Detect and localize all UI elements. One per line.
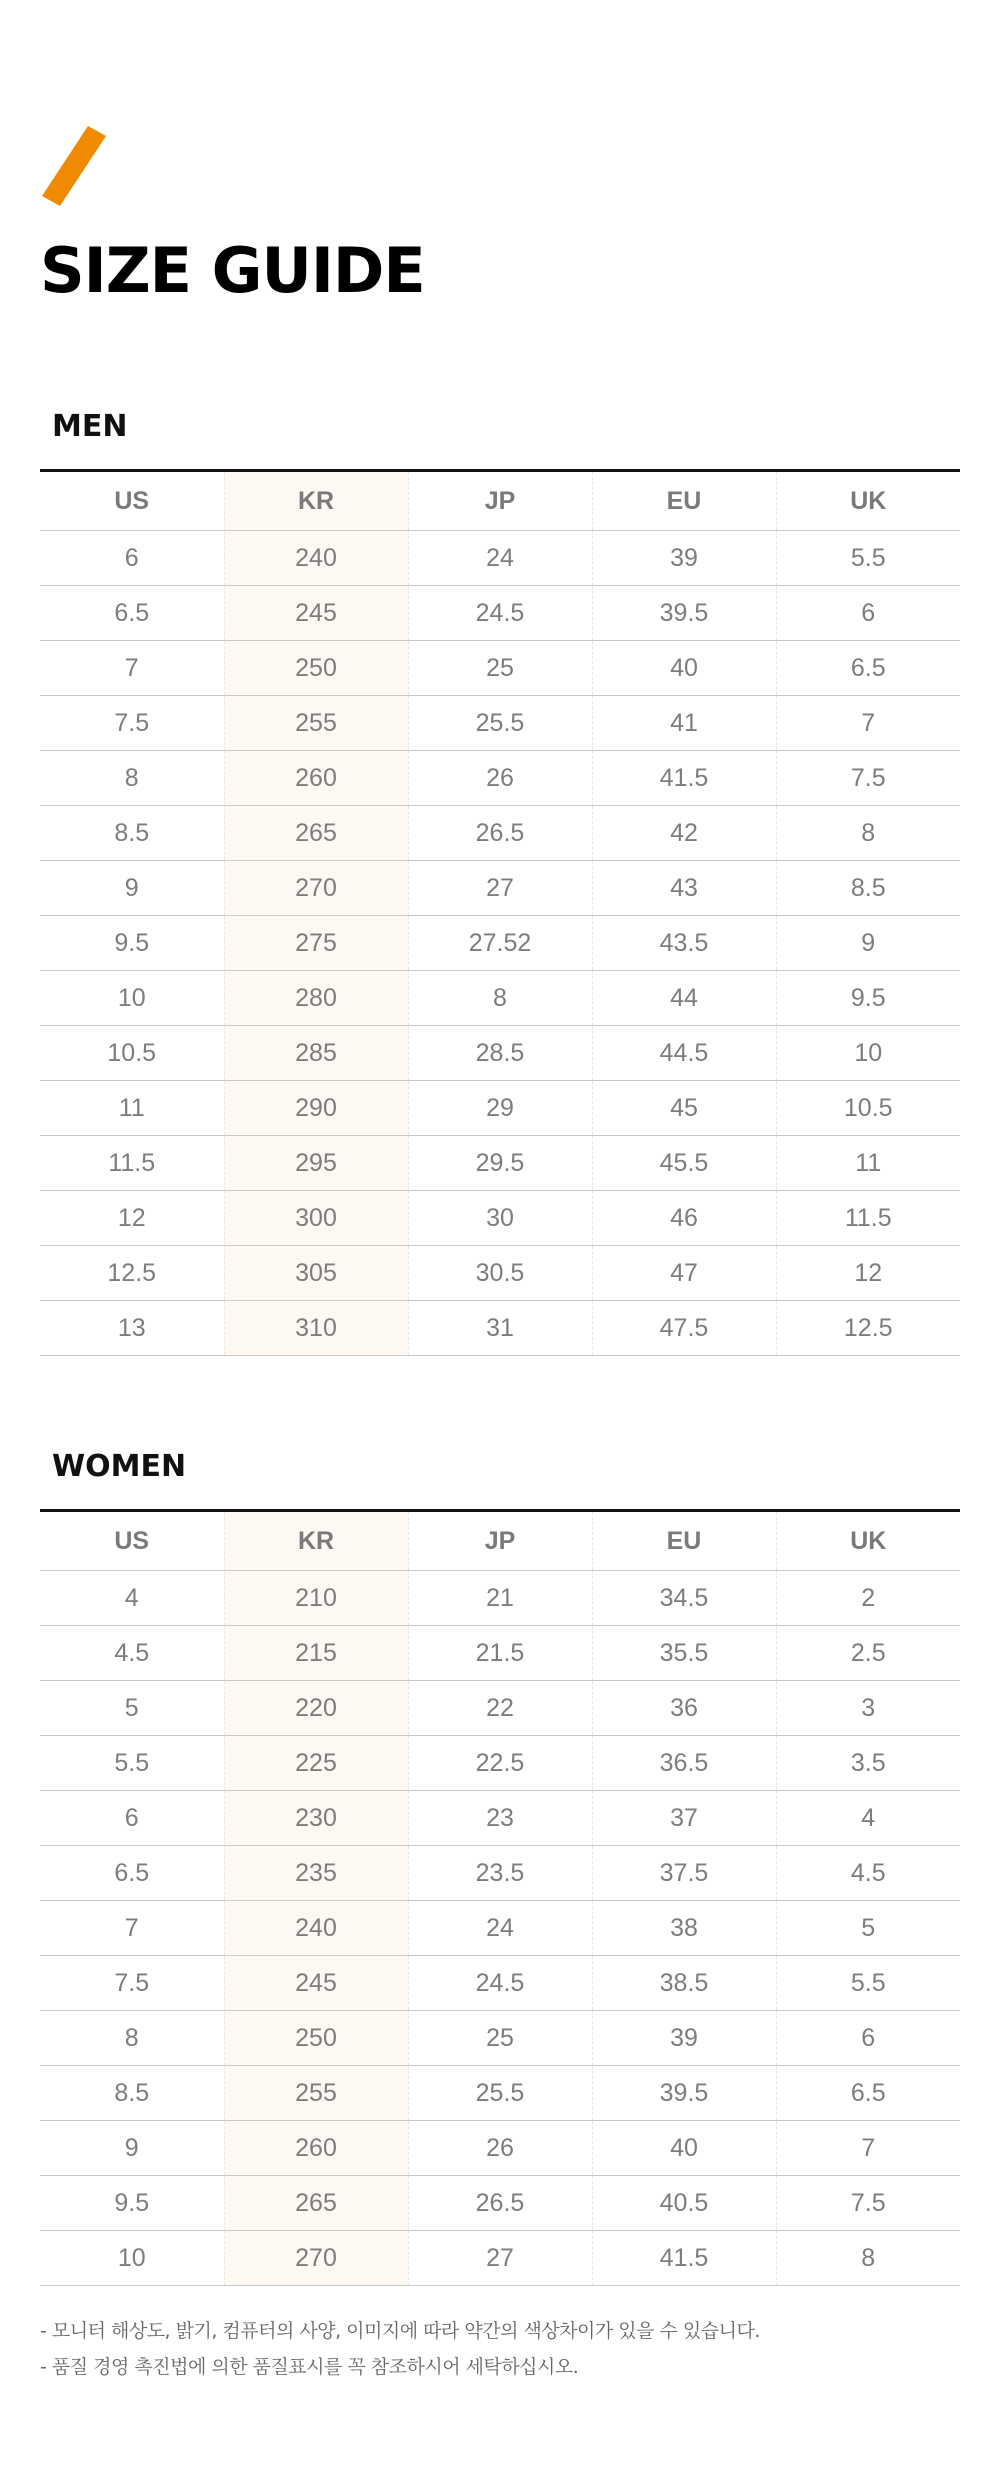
column-header-kr: KR — [224, 1511, 408, 1571]
size-cell-kr: 260 — [224, 751, 408, 806]
table-row — [40, 2011, 960, 2066]
size-cell-kr: 245 — [224, 1956, 408, 2011]
size-cell-jp: 24 — [408, 531, 592, 586]
table-row — [40, 1081, 960, 1136]
size-cell-jp: 26.5 — [408, 806, 592, 861]
size-cell-eu: 45 — [592, 1081, 776, 1136]
size-cell-eu: 41.5 — [592, 751, 776, 806]
size-cell-jp: 8 — [408, 971, 592, 1026]
size-cell-uk: 10 — [776, 1026, 960, 1081]
size-cell-eu: 39.5 — [592, 586, 776, 641]
size-cell-uk: 3 — [776, 1681, 960, 1736]
size-cell-uk: 6 — [776, 586, 960, 641]
size-cell-eu: 40 — [592, 641, 776, 696]
size-cell-jp: 29.5 — [408, 1136, 592, 1191]
size-cell-kr: 310 — [224, 1301, 408, 1356]
size-cell-uk: 7.5 — [776, 2176, 960, 2231]
size-cell-us: 6.5 — [40, 586, 224, 641]
size-cell-us: 6.5 — [40, 1846, 224, 1901]
table-row — [40, 1901, 960, 1956]
size-cell-kr: 255 — [224, 2066, 408, 2121]
size-cell-eu: 39.5 — [592, 2066, 776, 2121]
size-cell-uk: 5.5 — [776, 1956, 960, 2011]
size-cell-jp: 24.5 — [408, 586, 592, 641]
size-cell-us: 11 — [40, 1081, 224, 1136]
size-cell-us: 8 — [40, 2011, 224, 2066]
table-row — [40, 1301, 960, 1356]
size-cell-eu: 36.5 — [592, 1736, 776, 1791]
size-cell-kr: 220 — [224, 1681, 408, 1736]
size-cell-kr: 240 — [224, 531, 408, 586]
size-cell-jp: 25.5 — [408, 2066, 592, 2121]
table-row — [40, 1026, 960, 1081]
size-cell-us: 8.5 — [40, 806, 224, 861]
column-header-eu: EU — [592, 1511, 776, 1571]
size-cell-us: 5.5 — [40, 1736, 224, 1791]
size-cell-kr: 255 — [224, 696, 408, 751]
table-row — [40, 531, 960, 586]
size-cell-us: 5 — [40, 1681, 224, 1736]
column-header-kr: KR — [224, 471, 408, 531]
size-cell-kr: 250 — [224, 2011, 408, 2066]
table-row — [40, 751, 960, 806]
table-row — [40, 1626, 960, 1681]
size-cell-kr: 270 — [224, 861, 408, 916]
size-cell-eu: 46 — [592, 1191, 776, 1246]
size-cell-eu: 40 — [592, 2121, 776, 2176]
size-cell-kr: 245 — [224, 586, 408, 641]
table-row — [40, 2121, 960, 2176]
size-cell-kr: 295 — [224, 1136, 408, 1191]
column-header-eu: EU — [592, 471, 776, 531]
size-cell-jp: 26 — [408, 751, 592, 806]
size-cell-eu: 44.5 — [592, 1026, 776, 1081]
size-cell-eu: 41 — [592, 696, 776, 751]
size-cell-uk: 9 — [776, 916, 960, 971]
column-header-jp: JP — [408, 471, 592, 531]
size-cell-uk: 8 — [776, 806, 960, 861]
size-cell-kr: 275 — [224, 916, 408, 971]
size-cell-eu: 45.5 — [592, 1136, 776, 1191]
size-cell-us: 8.5 — [40, 2066, 224, 2121]
size-cell-jp: 24.5 — [408, 1956, 592, 2011]
column-header-us: US — [40, 471, 224, 531]
table-row — [40, 1571, 960, 1626]
size-cell-us: 9.5 — [40, 2176, 224, 2231]
size-cell-uk: 5 — [776, 1901, 960, 1956]
size-cell-uk: 6.5 — [776, 2066, 960, 2121]
size-cell-uk: 12.5 — [776, 1301, 960, 1356]
size-cell-jp: 22.5 — [408, 1736, 592, 1791]
notes — [40, 2318, 960, 2390]
size-cell-kr: 210 — [224, 1571, 408, 1626]
size-cell-jp: 25.5 — [408, 696, 592, 751]
women-size-table — [40, 1509, 960, 2286]
size-cell-jp: 23 — [408, 1791, 592, 1846]
table-row — [40, 1846, 960, 1901]
size-cell-jp: 27.52 — [408, 916, 592, 971]
table-row — [40, 1736, 960, 1791]
table-header-row — [40, 471, 960, 531]
size-cell-kr: 300 — [224, 1191, 408, 1246]
size-cell-uk: 11 — [776, 1136, 960, 1191]
size-cell-us: 9.5 — [40, 916, 224, 971]
size-cell-eu: 39 — [592, 531, 776, 586]
size-cell-kr: 265 — [224, 806, 408, 861]
size-cell-uk: 8 — [776, 2231, 960, 2286]
table-row — [40, 1246, 960, 1301]
size-cell-jp: 21 — [408, 1571, 592, 1626]
size-cell-eu: 36 — [592, 1681, 776, 1736]
size-cell-uk: 11.5 — [776, 1191, 960, 1246]
size-cell-us: 7.5 — [40, 696, 224, 751]
size-cell-jp: 26 — [408, 2121, 592, 2176]
column-header-us: US — [40, 1511, 224, 1571]
size-cell-eu: 38 — [592, 1901, 776, 1956]
size-cell-uk: 2 — [776, 1571, 960, 1626]
table-header-row — [40, 1511, 960, 1571]
size-cell-eu: 37 — [592, 1791, 776, 1846]
column-header-jp: JP — [408, 1511, 592, 1571]
table-row — [40, 971, 960, 1026]
column-header-uk: UK — [776, 471, 960, 531]
size-cell-uk: 8.5 — [776, 861, 960, 916]
page-title: SIZE GUIDE — [40, 234, 425, 307]
size-cell-kr: 215 — [224, 1626, 408, 1681]
size-cell-uk: 10.5 — [776, 1081, 960, 1136]
size-cell-jp: 30.5 — [408, 1246, 592, 1301]
size-cell-eu: 44 — [592, 971, 776, 1026]
size-cell-us: 11.5 — [40, 1136, 224, 1191]
size-cell-uk: 5.5 — [776, 531, 960, 586]
table-row — [40, 1681, 960, 1736]
table-row — [40, 696, 960, 751]
size-cell-uk: 4.5 — [776, 1846, 960, 1901]
size-cell-kr: 270 — [224, 2231, 408, 2286]
size-cell-uk: 7 — [776, 696, 960, 751]
size-cell-uk: 4 — [776, 1791, 960, 1846]
size-cell-us: 7.5 — [40, 1956, 224, 2011]
size-cell-uk: 3.5 — [776, 1736, 960, 1791]
men-size-table — [40, 469, 960, 1356]
size-cell-eu: 35.5 — [592, 1626, 776, 1681]
size-cell-uk: 9.5 — [776, 971, 960, 1026]
size-cell-eu: 47 — [592, 1246, 776, 1301]
size-cell-us: 10 — [40, 971, 224, 1026]
size-cell-kr: 290 — [224, 1081, 408, 1136]
size-cell-jp: 26.5 — [408, 2176, 592, 2231]
size-cell-us: 4 — [40, 1571, 224, 1626]
size-cell-jp: 22 — [408, 1681, 592, 1736]
size-cell-jp: 28.5 — [408, 1026, 592, 1081]
size-cell-jp: 29 — [408, 1081, 592, 1136]
size-cell-us: 12.5 — [40, 1246, 224, 1301]
size-cell-us: 10.5 — [40, 1026, 224, 1081]
men-table-body — [40, 531, 960, 1356]
table-row — [40, 1136, 960, 1191]
size-cell-us: 9 — [40, 2121, 224, 2176]
size-cell-jp: 27 — [408, 2231, 592, 2286]
women-section-title: WOMEN — [52, 1449, 187, 1484]
size-cell-kr: 250 — [224, 641, 408, 696]
size-cell-kr: 225 — [224, 1736, 408, 1791]
size-cell-us: 9 — [40, 861, 224, 916]
table-row — [40, 1791, 960, 1846]
column-header-uk: UK — [776, 1511, 960, 1571]
size-cell-us: 8 — [40, 751, 224, 806]
table-row — [40, 806, 960, 861]
women-table-body — [40, 1571, 960, 2286]
size-cell-uk: 2.5 — [776, 1626, 960, 1681]
table-row — [40, 861, 960, 916]
size-cell-us: 6 — [40, 531, 224, 586]
size-cell-kr: 285 — [224, 1026, 408, 1081]
size-cell-jp: 21.5 — [408, 1626, 592, 1681]
size-cell-us: 13 — [40, 1301, 224, 1356]
men-section-title: MEN — [52, 409, 128, 444]
size-cell-us: 10 — [40, 2231, 224, 2286]
size-cell-uk: 7.5 — [776, 751, 960, 806]
size-cell-kr: 230 — [224, 1791, 408, 1846]
size-cell-uk: 6.5 — [776, 641, 960, 696]
table-row — [40, 2176, 960, 2231]
size-cell-us: 7 — [40, 1901, 224, 1956]
size-cell-uk: 12 — [776, 1246, 960, 1301]
size-cell-eu: 39 — [592, 2011, 776, 2066]
size-cell-kr: 260 — [224, 2121, 408, 2176]
table-row — [40, 916, 960, 971]
size-cell-kr: 265 — [224, 2176, 408, 2231]
table-row — [40, 2066, 960, 2121]
size-cell-eu: 40.5 — [592, 2176, 776, 2231]
size-cell-jp: 23.5 — [408, 1846, 592, 1901]
size-cell-kr: 305 — [224, 1246, 408, 1301]
size-cell-eu: 37.5 — [592, 1846, 776, 1901]
size-cell-eu: 43 — [592, 861, 776, 916]
size-cell-us: 6 — [40, 1791, 224, 1846]
size-cell-us: 4.5 — [40, 1626, 224, 1681]
size-cell-jp: 31 — [408, 1301, 592, 1356]
table-row — [40, 1956, 960, 2011]
size-cell-kr: 235 — [224, 1846, 408, 1901]
size-cell-kr: 280 — [224, 971, 408, 1026]
size-cell-jp: 25 — [408, 2011, 592, 2066]
note-washing-care: - 품질 경영 촉진법에 의한 품질표시를 꼭 참조하시어 세탁하십시오. — [40, 2356, 579, 2378]
size-cell-eu: 42 — [592, 806, 776, 861]
size-cell-us: 7 — [40, 641, 224, 696]
accent-slash-icon — [42, 126, 106, 206]
size-cell-kr: 240 — [224, 1901, 408, 1956]
size-cell-jp: 27 — [408, 861, 592, 916]
note-monitor-color: - 모니터 해상도, 밝기, 컴퓨터의 사양, 이미지에 따라 약간의 색상차이가 있을 수 있습니다. — [40, 2320, 760, 2342]
size-cell-eu: 43.5 — [592, 916, 776, 971]
size-cell-eu: 41.5 — [592, 2231, 776, 2286]
table-row — [40, 586, 960, 641]
size-cell-uk: 6 — [776, 2011, 960, 2066]
size-cell-us: 12 — [40, 1191, 224, 1246]
size-cell-jp: 25 — [408, 641, 592, 696]
size-cell-eu: 47.5 — [592, 1301, 776, 1356]
table-row — [40, 1191, 960, 1246]
size-cell-jp: 24 — [408, 1901, 592, 1956]
table-row — [40, 641, 960, 696]
size-cell-jp: 30 — [408, 1191, 592, 1246]
size-cell-eu: 34.5 — [592, 1571, 776, 1626]
size-cell-eu: 38.5 — [592, 1956, 776, 2011]
size-cell-uk: 7 — [776, 2121, 960, 2176]
table-row — [40, 2231, 960, 2286]
